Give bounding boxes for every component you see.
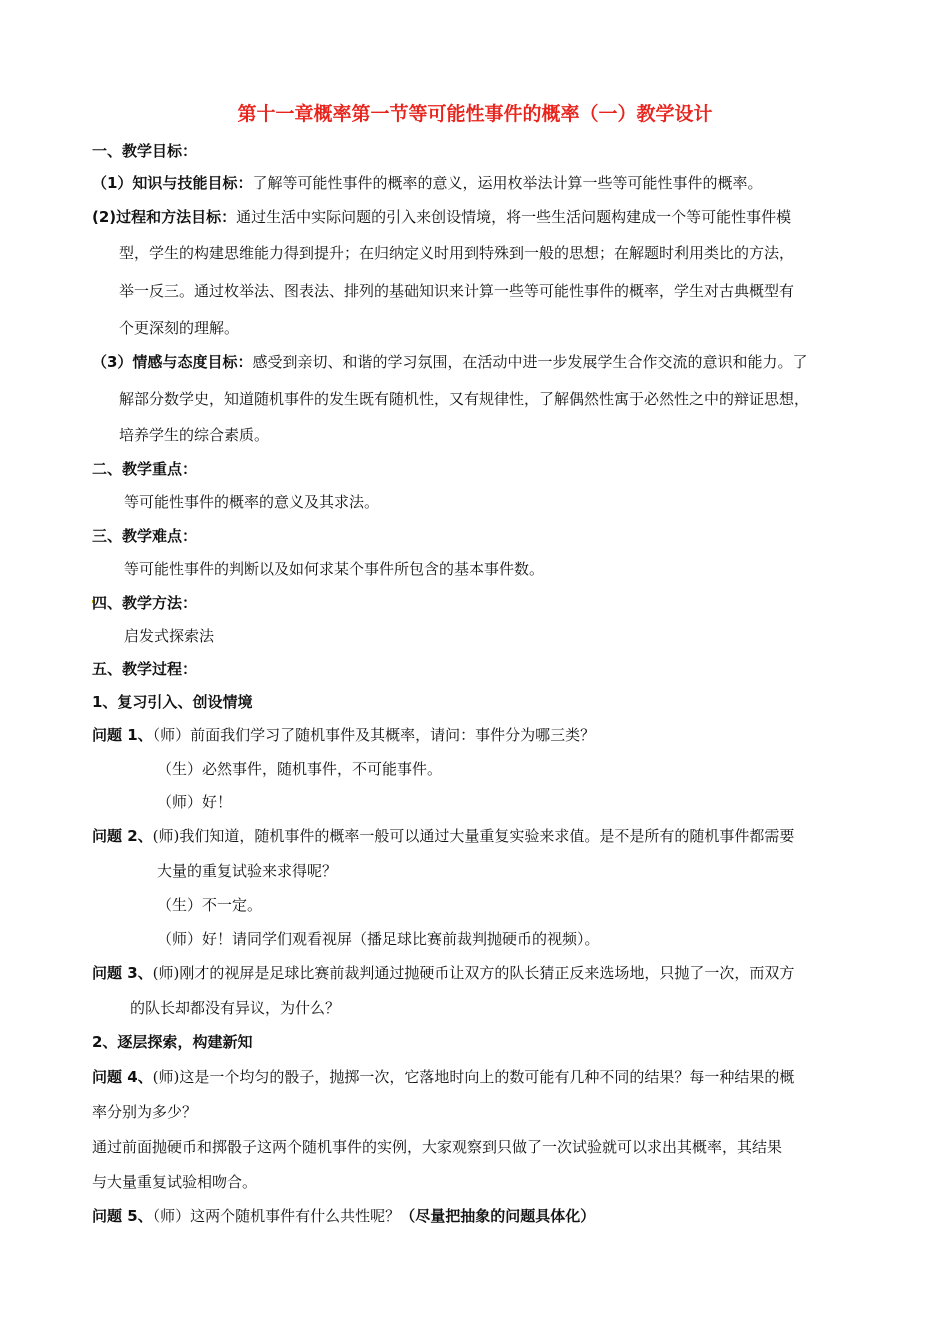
question-5-note: （尽量把抽象的问题具体化） <box>400 1207 596 1225</box>
question-3 <box>92 963 794 983</box>
objective-attitude-label: （3）情感与态度目标： <box>92 353 253 371</box>
section-focus-heading: 二、教学重点： <box>92 460 198 478</box>
subsection-explore-heading: 2、逐层探索，构建新知 <box>92 1033 253 1051</box>
question-3-text: (师)刚才的视屏是足球比赛前裁判通过抛硬币让双方的队长猜正反来选场地，只抛了一次，而双方 <box>152 964 795 982</box>
objective-knowledge-label: （1）知识与技能目标： <box>92 174 253 192</box>
question-3-label: 问题 3、 <box>92 964 153 982</box>
objective-process-label: (2)过程和方法目标： <box>92 208 237 226</box>
objective-process-line: 个更深刻的理解。 <box>119 319 240 337</box>
objective-attitude-text: 感受到亲切、和谐的学习氛围，在活动中进一步发展学生合作交流的意识和能力。了 <box>252 353 808 371</box>
question-2-label: 问题 2、 <box>92 827 153 845</box>
subsection-review-heading: 1、复习引入、创设情境 <box>92 693 253 711</box>
objective-attitude-line: 培养学生的综合素质。 <box>119 426 270 444</box>
objective-attitude <box>92 352 807 372</box>
section-focus-text: 等可能性事件的概率的意义及其求法。 <box>124 493 380 511</box>
question-2-text: (师)我们知道，随机事件的概率一般可以通过大量重复实验来求值。是不是所有的随机事件都需要 <box>152 827 795 845</box>
section-method-heading: 四、教学方法： <box>92 594 198 612</box>
section-method-text: 启发式探索法 <box>124 627 215 645</box>
paragraph-line: 与大量重复试验相吻合。 <box>92 1173 258 1191</box>
question-2-line: 大量的重复试验来求得呢？ <box>157 862 338 880</box>
objective-process-line: 型，学生的构建思维能力得到提升；在归纳定义时用到特殊到一般的思想；在解题时利用类比的方法， <box>119 244 795 262</box>
question-2-reply: （师）好！请同学们观看视屏（播足球比赛前裁判抛硬币的视频）。 <box>157 930 600 948</box>
objective-process-line: 举一反三。通过枚举法、图表法、排列的基础知识来计算一些等可能性事件的概率，学生对古典概型有 <box>119 282 795 300</box>
objective-process <box>92 207 791 227</box>
objective-knowledge <box>92 173 762 193</box>
question-4-label: 问题 4、 <box>92 1068 153 1086</box>
question-1-answer: （生）必然事件，随机事件，不可能事件。 <box>157 760 443 778</box>
question-4-line: 率分别为多少？ <box>92 1103 198 1121</box>
objective-knowledge-text: 了解等可能性事件的概率的意义，运用枚举法计算一些等可能性事件的概率。 <box>252 174 763 192</box>
section-objectives-heading: 一、教学目标： <box>92 142 198 160</box>
question-1-label: 问题 1、 <box>92 726 153 744</box>
question-5 <box>92 1206 595 1226</box>
question-5-text: （师）这两个随机事件有什么共性呢？ <box>152 1207 401 1225</box>
objective-process-text: 通过生活中实际问题的引入来创设情境，将一些生活问题构建成一个等可能性事件模 <box>236 208 792 226</box>
question-5-label: 问题 5、 <box>92 1207 153 1225</box>
section-difficulty-text: 等可能性事件的判断以及如何求某个事件所包含的基本事件数。 <box>124 560 545 578</box>
question-4-text: (师)这是一个均匀的骰子，抛掷一次，它落地时向上的数可能有几种不同的结果？每一种结果的概 <box>152 1068 795 1086</box>
question-1 <box>92 725 595 745</box>
paragraph-line: 通过前面抛硬币和掷骰子这两个随机事件的实例，大家观察到只做了一次试验就可以求出其概率，其结果 <box>92 1138 783 1156</box>
objective-attitude-line: 解部分数学史，知道随机事件的发生既有随机性，又有规律性，了解偶然性寓于必然性之中的辩证思想， <box>119 390 810 408</box>
question-4 <box>92 1067 794 1087</box>
question-2-answer: （生）不一定。 <box>157 896 263 914</box>
section-difficulty-heading: 三、教学难点： <box>92 527 198 545</box>
question-1-text: （师）前面我们学习了随机事件及其概率，请问：事件分为哪三类？ <box>152 726 596 744</box>
question-2 <box>92 826 794 846</box>
document-title: 第十一章概率第一节等可能性事件的概率（一）教学设计 <box>237 103 713 125</box>
section-process-heading: 五、教学过程： <box>92 660 198 678</box>
question-1-reply: （师）好！ <box>157 793 233 811</box>
question-3-line: 的队长却都没有异议，为什么？ <box>130 999 341 1017</box>
